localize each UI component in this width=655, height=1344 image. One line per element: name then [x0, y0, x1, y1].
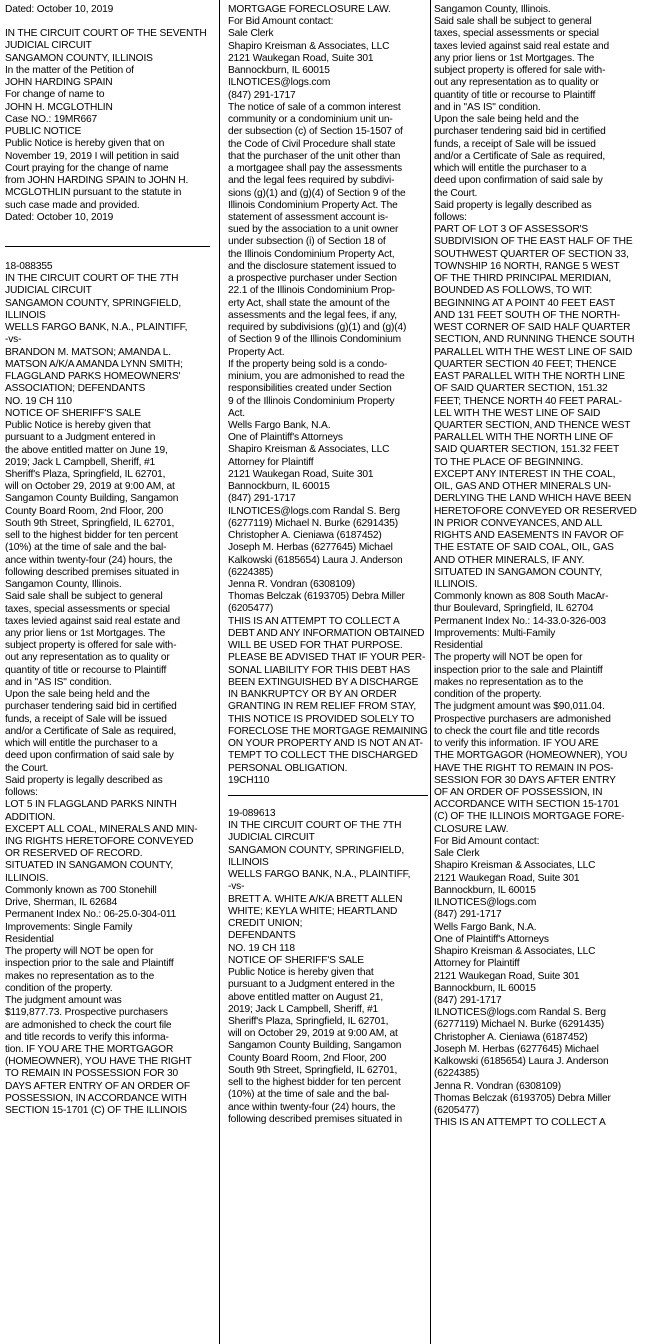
notice-text-line: The notice of sale of a common interest — [228, 101, 401, 113]
notice-text-line: Permanent Index No.: 06-25.0-304-011 — [5, 909, 177, 921]
notice-text-line: ILLINOIS. — [5, 872, 49, 884]
notice-text-line: sell to the highest bidder for ten percent — [5, 530, 178, 542]
notice-text-line: and/or a Certificate of Sale as required, — [434, 150, 606, 162]
notice-text-line: DEFENDANTS — [228, 930, 296, 942]
notice-text-line: which will entitle the purchaser to a — [434, 163, 587, 175]
notice-text-line: BEEN EXTINGUISHED BY A DISCHARGE — [228, 676, 419, 688]
notice-text-line: IN THE CIRCUIT COURT OF THE SEVENTH — [5, 28, 207, 40]
notice-text-line: PLEASE BE ADVISED THAT IF YOUR PER- — [228, 652, 426, 664]
notice-text-line: SOUTHWEST QUARTER OF SECTION 33, — [434, 248, 629, 260]
notice-text-line: OF AN ORDER OF POSSESSION, IN — [434, 787, 603, 798]
notice-text-line: quantity of title or recourse to Plaintiff — [434, 89, 596, 101]
notice-text-line: Upon the sale being held and the — [5, 689, 150, 701]
notice-text-line: OF THE THIRD PRINCIPAL MERIDIAN, — [434, 273, 612, 285]
notice-text-line: FLAGGLAND PARKS HOMEOWNERS' — [5, 371, 181, 383]
notice-text-line: For Bid Amount contact: — [434, 835, 540, 847]
notice-text-line: Said sale shall be subject to general — [434, 16, 592, 28]
notice-text-line: MATSON A/K/A AMANDA LYNN SMITH; — [5, 358, 183, 370]
notice-text-line: NOTICE OF SHERIFF'S SALE — [228, 954, 364, 966]
notice-text-line: DERLYING THE LAND WHICH HAVE BEEN — [434, 493, 632, 505]
notice-text-line: ILLINOIS — [5, 309, 46, 321]
notice-text-line: PARALLEL WITH THE WEST LINE OF SAID — [434, 346, 633, 358]
notice-text-line: For change of name to — [5, 89, 105, 101]
notice-text-line: IN THE CIRCUIT COURT OF THE 7TH — [228, 820, 402, 832]
notice-column-1 — [5, 4, 210, 1340]
notice-text-line: follows: — [434, 211, 467, 223]
notice-text-line: ON YOUR PROPERTY AND IS NOT AN AT- — [228, 738, 423, 750]
notice-text-line: The judgment amount was — [5, 995, 122, 1007]
notice-text-line: HAVE THE RIGHT TO REMAIN IN POS- — [434, 762, 614, 774]
notice-text-line: and in "AS IS" condition. — [434, 101, 541, 113]
notice-text-line: THIS NOTICE IS PROVIDED SOLELY TO — [228, 713, 415, 725]
notice-text-line: (HOMEOWNER), YOU HAVE THE RIGHT — [5, 1056, 192, 1068]
notice-text-line: Sangamon County Building, Sangamon — [228, 1040, 402, 1052]
notice-text-line: LEL WITH THE WEST LINE OF SAID — [434, 407, 601, 419]
notice-text-line: Sangamon County Building, Sangamon — [5, 493, 179, 505]
notice-text-line: any prior liens or 1st Mortgages. The — [434, 52, 595, 64]
notice-text-line: OR RESERVED OF RECORD. — [5, 848, 143, 860]
notice-text-line: TO REMAIN IN POSSESSION FOR 30 — [5, 1068, 179, 1080]
notice-text-line: a mortgagee shall pay the assessments — [228, 163, 402, 175]
notice-text-line: and the legal fees required by subdivi- — [228, 175, 395, 187]
notice-text-line: Thomas Belczak (6193705) Debra Miller — [434, 1092, 611, 1104]
notice-text-line: AND OTHER MINERALS, IF ANY. — [434, 554, 585, 566]
notice-text-line: NO. 19 CH 110 — [5, 395, 72, 407]
notice-text-line: such case made and provided. — [5, 199, 140, 211]
notice-text-line: IN THE CIRCUIT COURT OF THE 7TH — [5, 273, 179, 285]
notice-text-line: Shapiro Kreisman & Associates, LLC — [228, 40, 390, 52]
notice-text-line: MORTGAGE FORECLOSURE LAW. — [228, 4, 391, 15]
notice-text-line: Wells Fargo Bank, N.A. — [434, 921, 537, 933]
notice-text-line: purchaser tendering said bid in certified — [434, 126, 606, 138]
notice-text-line: JUDICIAL CIRCUIT — [228, 832, 315, 844]
notice-text-line: will on October 29, 2019 at 9:00 AM, at — [5, 481, 175, 493]
notice-text-line: Sangamon County, Illinois. — [434, 4, 551, 15]
notice-text-line: CLOSURE LAW. — [434, 823, 509, 835]
notice-text-line: Bannockburn, IL 60015 — [434, 884, 536, 896]
notice-text-line: ILNOTICES@logs.com Randal S. Berg — [228, 505, 400, 517]
notice-text-line: 19-089613 — [228, 808, 276, 819]
notice-text-line: which will entitle the purchaser to a — [5, 738, 158, 750]
notice-text-line: $119,877.73. Prospective purchasers — [5, 1007, 168, 1019]
notice-text-line: and title records to verify this informa- — [5, 1031, 169, 1043]
notice-text-line: above entitled matter on August 21, — [228, 991, 384, 1003]
notice-text-line: under subsection (i) of Section 18 of — [228, 236, 386, 248]
notice-text-line: and in "AS IS" condition. — [5, 676, 112, 688]
notice-text-line: ance within twenty-four (24) hours, the — [5, 554, 173, 566]
notice-text-line: 2121 Waukegan Road, Suite 301 — [434, 872, 580, 884]
notice-text-line: POSSESSION, IN ACCORDANCE WITH — [5, 1092, 187, 1104]
notice-text-line: deed upon confirmation of said sale by — [434, 175, 603, 187]
notice-text-line: Permanent Index No.: 14-33.0-326-003 — [434, 615, 606, 627]
notice-text-line: Residential — [434, 640, 483, 652]
notice-text-line: BRETT A. WHITE A/K/A BRETT ALLEN — [228, 893, 403, 905]
notice-text-line: following described premises situated in — [5, 566, 180, 578]
notice-text-line: Court praying for the change of name — [5, 162, 169, 174]
notice-text-line: (847) 291-1717 — [434, 909, 502, 921]
notice-text-line: DEBT AND ANY INFORMATION OBTAINED — [228, 627, 425, 639]
notice-text-line: South 9th Street, Springfield, IL 62701, — [5, 517, 175, 529]
notice-text-line: Public Notice is hereby given that on — [5, 138, 165, 150]
notice-text-line: Residential — [5, 933, 54, 945]
notice-text-line: (C) OF THE ILLINOIS MORTGAGE FORE- — [434, 811, 625, 823]
notice-text-line: (6224385) — [228, 566, 274, 578]
notice-text-line: are admonished to check the court file — [5, 1019, 172, 1031]
notice-text-line: Said sale shall be subject to general — [5, 591, 163, 603]
notice-text-line: WELLS FARGO BANK, N.A., PLAINTIFF, — [5, 322, 188, 334]
notice-text-line: County Board Room, 2nd Floor, 200 — [5, 505, 164, 517]
notice-text-line: SONAL LIABILITY FOR THIS DEBT HAS — [228, 664, 411, 676]
notice-text-line: any prior liens or 1st Mortgages. The — [5, 628, 166, 640]
notice-text-line: ILLINOIS — [228, 856, 269, 868]
notice-text-line: County Board Room, 2nd Floor, 200 — [228, 1052, 387, 1064]
notice-text-line: PART OF LOT 3 OF ASSESSOR'S — [434, 224, 588, 236]
notice-text-line: minium, you are admonished to read the — [228, 371, 405, 383]
notice-text-line: Christopher A. Cieniawa (6187452) — [434, 1031, 588, 1043]
notice-text-line: NOTICE OF SHERIFF'S SALE — [5, 407, 141, 419]
notice-text-line: sions (g)(1) and (g)(4) of Section 9 of the — [228, 187, 406, 199]
notice-text-line: Upon the sale being held and the — [434, 114, 579, 126]
notice-text-line: TO THE PLACE OF BEGINNING. — [434, 456, 584, 468]
notice-text-line: Improvements: Single Family — [5, 921, 133, 933]
notice-text-line: JOHN HARDING SPAIN — [5, 77, 113, 89]
notice-text-line: Jenna R. Vondran (6308109) — [228, 579, 355, 591]
notice-text-line: a prospective purchaser under Section — [228, 273, 397, 285]
notice-text-line: ILNOTICES@logs.com — [228, 77, 331, 89]
notice-text-line: (847) 291-1717 — [228, 493, 296, 505]
notice-text-line: Sangamon County, Illinois. — [5, 579, 122, 591]
notice-text-line: THE ESTATE OF SAID COAL, OIL, GAS — [434, 542, 614, 554]
notice-text-line: WHITE; KEYLA WHITE; HEARTLAND — [228, 905, 398, 917]
notice-text-line: QUARTER SECTION, AND THENCE WEST — [434, 419, 631, 431]
notice-text-line: deed upon confirmation of said sale by — [5, 750, 174, 762]
notice-text-line: funds, a receipt of Sale will be issued — [5, 713, 167, 725]
notice-text-line: sued by the association to a unit owner — [228, 224, 399, 236]
notice-text-line: November 19, 2019 I will petition in said — [5, 150, 179, 162]
notice-text-line: pursuant to a Judgment entered in — [5, 432, 156, 444]
notice-text-line: ACCORDANCE WITH SECTION 15-1701 — [434, 799, 619, 811]
notice-text-line: HERETOFORE CONVEYED OR RESERVED — [434, 505, 637, 517]
notice-text-line: RIGHTS AND EASEMENTS IN FAVOR OF — [434, 530, 624, 542]
notice-text-line: THIS IS AN ATTEMPT TO COLLECT A — [228, 615, 400, 627]
notice-text-line: taxes levied against said real estate and — [5, 615, 181, 627]
notice-text-line: The judgment amount was $90,011.04. — [434, 701, 605, 713]
notice-text-line: BRANDON M. MATSON; AMANDA L. — [5, 346, 171, 358]
notice-text-line: out any representation as to quality or — [5, 652, 170, 664]
notice-text-line: THIS IS AN ATTEMPT TO COLLECT A — [434, 1117, 606, 1129]
notice-text-line: -vs- — [228, 881, 245, 893]
notice-text-line: to verify this information. IF YOU ARE — [434, 738, 599, 750]
notice-text-line: MCGLOTHLIN pursuant to the statute in — [5, 187, 182, 199]
notice-text-line: Public Notice is hereby given that — [5, 420, 151, 432]
notice-text-line: required by subdivisions (g)(1) and (g)(4) — [228, 322, 407, 334]
notice-text-line: -vs- — [5, 334, 22, 346]
notice-text-line: the Illinois Condominium Property Act, — [228, 248, 395, 260]
notice-text-line: WEST CORNER OF SAID HALF QUARTER — [434, 322, 631, 334]
notice-column-3 — [434, 4, 650, 1340]
notice-text-line: from JOHN HARDING SPAIN to JOHN H. — [5, 175, 189, 187]
notice-text-line: Bannockburn, IL 60015 — [434, 982, 536, 994]
notice-text-line: the Court. — [5, 762, 49, 774]
notice-text-line: SANGAMON COUNTY, SPRINGFIELD, — [228, 844, 405, 856]
notice-text-line: condition of the property. — [434, 689, 542, 701]
notice-text-line: Case NO.: 19MR667 — [5, 113, 98, 125]
notice-text-line: 19CH110 — [228, 774, 270, 786]
notice-text-line: Sheriff's Plaza, Springfield, IL 62701, — [5, 468, 166, 480]
section-divider — [5, 246, 210, 247]
notice-text-line: statement of assessment account is- — [228, 211, 389, 223]
notice-text-line: 9 of the Illinois Condominium Property — [228, 395, 395, 407]
notice-text-line: taxes, special assessments or special — [434, 28, 599, 40]
notice-text-line: GRANTING IN REM RELIEF FROM STAY, — [228, 701, 417, 713]
notice-text-line: SECTION 15-1701 (C) OF THE ILLINOIS — [5, 1105, 187, 1117]
notice-text-line: Wells Fargo Bank, N.A. — [228, 419, 331, 431]
notice-text-line: to check the court file and title records — [434, 725, 600, 737]
notice-text-line: PUBLIC NOTICE — [5, 126, 82, 138]
notice-text-line: of Section 9 of the Illinois Condominium — [228, 334, 401, 346]
notice-text-line: EAST PARALLEL WITH THE NORTH LINE — [434, 371, 625, 383]
notice-text-line: Joseph M. Herbas (6277645) Michael — [228, 542, 393, 554]
notice-text-line: ance within twenty-four (24) hours, the — [228, 1101, 396, 1113]
notice-text-line: funds, a receipt of Sale will be issued — [434, 138, 596, 150]
notice-text-line: the Court. — [434, 187, 478, 199]
notice-text-line: 2121 Waukegan Road, Suite 301 — [228, 468, 374, 480]
notice-text-line: SANGAMON COUNTY, SPRINGFIELD, — [5, 297, 182, 309]
notice-text-line: ILLINOIS. — [434, 579, 478, 591]
notice-text-line: Drive, Sherman, IL 62684 — [5, 897, 118, 909]
notice-text-line: ADDITION. — [5, 811, 56, 823]
notice-text-line: Improvements: Multi-Family — [434, 627, 556, 639]
notice-text-line: BOUNDED AS FOLLOWS, TO WIT: — [434, 285, 593, 297]
notice-text-line: the above entitled matter on June 19, — [5, 444, 168, 456]
notice-text-line: 18-088355 — [5, 260, 53, 272]
notice-text-line: community or a condominium unit un- — [228, 114, 393, 126]
notice-text-line: following described premises situated in — [228, 1113, 403, 1125]
notice-text-line: Shapiro Kreisman & Associates, LLC — [228, 444, 390, 456]
notice-text-line: Bannockburn, IL 60015 — [228, 481, 330, 493]
notice-text-line: The property will NOT be open for — [5, 946, 154, 958]
notice-text-line: SITUATED IN SANGAMON COUNTY, — [434, 566, 603, 578]
notice-text-line: out any representation as to quality or — [434, 77, 599, 89]
notice-text-line: 22.1 of the Illinois Condominium Prop- — [228, 285, 396, 297]
notice-text-line: South 9th Street, Springfield, IL 62701, — [228, 1064, 398, 1076]
notice-text-line: PARALLEL WITH THE NORTH LINE OF — [434, 432, 613, 444]
notice-text-line: 2019; Jack L Campbell, Sheriff, #1 — [228, 1003, 379, 1015]
notice-text-line: ING RIGHTS HERETOFORE CONVEYED — [5, 836, 194, 847]
notice-column-2 — [228, 4, 428, 1340]
notice-text-line: Kalkowski (6185654) Laura J. Anderson — [434, 1056, 609, 1068]
notice-text-line: OF SAID QUARTER SECTION, 151.32 — [434, 383, 608, 395]
notice-text-line: DAYS AFTER ENTRY OF AN ORDER OF — [5, 1080, 190, 1092]
notice-text-line: TEMPT TO COLLECT THE DISCHARGED — [228, 750, 418, 762]
notice-text-line: and/or a Certificate of Sale as required, — [5, 725, 177, 737]
column-divider — [219, 0, 220, 1344]
notice-text-line: EXCEPT ALL COAL, MINERALS AND MIN- — [5, 823, 198, 835]
notice-text-line: SITUATED IN SANGAMON COUNTY, — [5, 860, 174, 872]
notice-text-line: responsibilities created under Section — [228, 383, 392, 395]
notice-text-line: Shapiro Kreisman & Associates, LLC — [434, 946, 596, 958]
notice-text-line: quantity of title or recourse to Plaintiff — [5, 664, 167, 676]
notice-text-line: condition of the property. — [5, 982, 113, 994]
notice-text-line: Sale Clerk — [228, 28, 274, 40]
notice-text-line: For Bid Amount contact: — [228, 16, 334, 28]
notice-text-line: Public Notice is hereby given that — [228, 967, 374, 979]
notice-text-line: inspection prior to the sale and Plaintiff — [5, 958, 174, 970]
notice-text-line: Dated: October 10, 2019 — [5, 211, 114, 223]
notice-text-line: erty Act, shall state the amount of the — [228, 297, 390, 309]
notice-text-line: (6205477) — [228, 603, 274, 615]
notice-text-line: 2121 Waukegan Road, Suite 301 — [434, 970, 580, 982]
notice-text-line: CREDIT UNION; — [228, 918, 303, 930]
notice-text-line: ASSOCIATION; DEFENDANTS — [5, 383, 146, 395]
notice-text-line: (10%) at the time of sale and the bal- — [228, 1089, 390, 1101]
notice-text-line: makes no representation as to the — [5, 970, 155, 982]
notice-text-line: Act. — [228, 407, 245, 419]
notice-text-line: will on October 29, 2019 at 9:00 AM, at — [228, 1028, 398, 1040]
notice-text-line: inspection prior to the sale and Plaintiff — [434, 664, 603, 676]
notice-text-line: 2019; Jack L Campbell, Sheriff, #1 — [5, 456, 156, 468]
notice-text-line: WILL BE USED FOR THAT PURPOSE. — [228, 640, 403, 652]
notice-text-line: SANGAMON COUNTY, ILLINOIS — [5, 52, 153, 64]
notice-text-line: pursuant to a Judgment entered in the — [228, 979, 395, 991]
notice-text-line: thur Boulevard, Springfield, IL 62704 — [434, 603, 594, 615]
section-divider — [228, 795, 428, 796]
notice-text-line: EXCEPT ANY INTEREST IN THE COAL, — [434, 468, 616, 480]
notice-text-line: Prospective purchasers are admonished — [434, 713, 611, 725]
notice-text-line: ILNOTICES@logs.com Randal S. Berg — [434, 1007, 606, 1019]
notice-text-line: PERSONAL OBLIGATION. — [228, 762, 348, 774]
notice-text-line: FORECLOSE THE MORTGAGE REMAINING — [228, 725, 428, 737]
notice-text-line: taxes levied against said real estate and — [434, 40, 610, 52]
notice-text-line: (6205477) — [434, 1105, 480, 1117]
blank-line — [5, 16, 210, 28]
notice-text-line: Attorney for Plaintiff — [434, 958, 520, 970]
notice-text-line: Commonly known as 808 South MacAr- — [434, 591, 609, 603]
notice-text-line: (847) 291-1717 — [434, 994, 502, 1006]
notice-text-line: IN PRIOR CONVEYANCES, AND ALL — [434, 517, 603, 529]
notice-text-line: Said property is legally described as — [434, 199, 592, 211]
notice-text-line: Jenna R. Vondran (6308109) — [434, 1080, 561, 1092]
notice-text-line: JUDICIAL CIRCUIT — [5, 285, 92, 297]
notice-text-line: (6224385) — [434, 1068, 480, 1080]
notice-text-line: purchaser tendering said bid in certified — [5, 701, 177, 713]
notice-text-line: THE MORTGAGOR (HOMEOWNER), YOU — [434, 750, 628, 762]
column-divider — [430, 0, 431, 1344]
notice-text-line: SECTION, AND RUNNING THENCE SOUTH — [434, 334, 635, 346]
notice-text-line: TOWNSHIP 16 NORTH, RANGE 5 WEST — [434, 260, 620, 272]
notice-text-line: In the matter of the Petition of — [5, 64, 134, 76]
notice-text-line: AND 131 FEET SOUTH OF THE NORTH- — [434, 309, 620, 321]
notice-text-line: (6277119) Michael N. Burke (6291435) — [228, 517, 398, 529]
notice-text-line: taxes, special assessments or special — [5, 603, 170, 615]
notice-text-line: IN BANKRUPTCY OR BY AN ORDER — [228, 689, 397, 701]
notice-text-line: (847) 291-1717 — [228, 89, 296, 101]
notice-text-line: Shapiro Kreisman & Associates, LLC — [434, 860, 596, 872]
notice-text-line: Bannockburn, IL 60015 — [228, 65, 330, 77]
notice-text-line: If the property being sold is a condo- — [228, 358, 388, 370]
notice-text-line: and the disclosure statement issued to — [228, 260, 397, 272]
notice-text-line: the Code of Civil Procedure shall state — [228, 138, 396, 150]
notice-text-line: One of Plaintiff's Attorneys — [228, 432, 343, 444]
notice-text-line: (6277119) Michael N. Burke (6291435) — [434, 1019, 604, 1031]
notice-text-line: JOHN H. MCGLOTHLIN — [5, 101, 113, 113]
notice-text-line: subject property is offered for sale with- — [5, 640, 177, 652]
notice-text-line: (10%) at the time of sale and the bal- — [5, 542, 167, 554]
notice-text-line: Commonly known as 700 Stonehill — [5, 884, 157, 896]
blank-line — [5, 224, 210, 236]
notice-text-line: Said property is legally described as — [5, 774, 163, 786]
notice-text-line: Thomas Belczak (6193705) Debra Miller — [228, 591, 405, 603]
notice-text-line: Property Act. — [228, 346, 285, 358]
notice-text-line: One of Plaintiff's Attorneys — [434, 933, 549, 945]
notice-text-line: Dated: October 10, 2019 — [5, 4, 114, 15]
notice-text-line: tion. IF YOU ARE THE MORTGAGOR — [5, 1043, 174, 1055]
notice-text-line: Kalkowski (6185654) Laura J. Anderson — [228, 554, 403, 566]
notice-text-line: Joseph M. Herbas (6277645) Michael — [434, 1043, 599, 1055]
notice-text-line: SAID QUARTER SECTION, 151.32 FEET — [434, 444, 620, 456]
notice-text-line: Sheriff's Plaza, Springfield, IL 62701, — [228, 1015, 389, 1027]
notice-text-line: OIL, GAS AND OTHER MINERALS UN- — [434, 481, 612, 493]
notice-text-line: BEGINNING AT A POINT 40 FEET EAST — [434, 297, 616, 309]
notice-text-line: SUBDIVISION OF THE EAST HALF OF THE — [434, 236, 633, 248]
notice-text-line: Attorney for Plaintiff — [228, 456, 314, 468]
notice-text-line: Illinois Condominium Property Act. The — [228, 199, 398, 211]
notice-text-line: makes no representation as to the — [434, 676, 584, 688]
notice-text-line: that the purchaser of the unit other than — [228, 150, 401, 162]
notice-text-line: The property will NOT be open for — [434, 652, 583, 664]
notice-text-line: Sale Clerk — [434, 848, 480, 860]
notice-text-line: NO. 19 CH 118 — [228, 942, 295, 954]
notice-text-line: sell to the highest bidder for ten percent — [228, 1077, 401, 1089]
notice-text-line: SESSION FOR 30 DAYS AFTER ENTRY — [434, 774, 616, 786]
notice-text-line: der subsection (c) of Section 15-1507 of — [228, 126, 403, 138]
notice-text-line: WELLS FARGO BANK, N.A., PLAINTIFF, — [228, 869, 411, 881]
notice-text-line: assessments and the legal fees, if any, — [228, 309, 397, 321]
notice-text-line: LOT 5 IN FLAGGLAND PARKS NINTH — [5, 799, 177, 811]
notice-text-line: follows: — [5, 787, 38, 799]
notice-text-line: JUDICIAL CIRCUIT — [5, 40, 92, 52]
notice-text-line: QUARTER SECTION 40 FEET; THENCE — [434, 358, 617, 370]
notice-text-line: Christopher A. Cieniawa (6187452) — [228, 530, 382, 542]
notice-text-line: subject property is offered for sale with- — [434, 65, 606, 77]
notice-text-line: ILNOTICES@logs.com — [434, 897, 537, 909]
notice-text-line: FEET; THENCE NORTH 40 FEET PARAL- — [434, 395, 622, 407]
notice-text-line: 2121 Waukegan Road, Suite 301 — [228, 52, 374, 64]
